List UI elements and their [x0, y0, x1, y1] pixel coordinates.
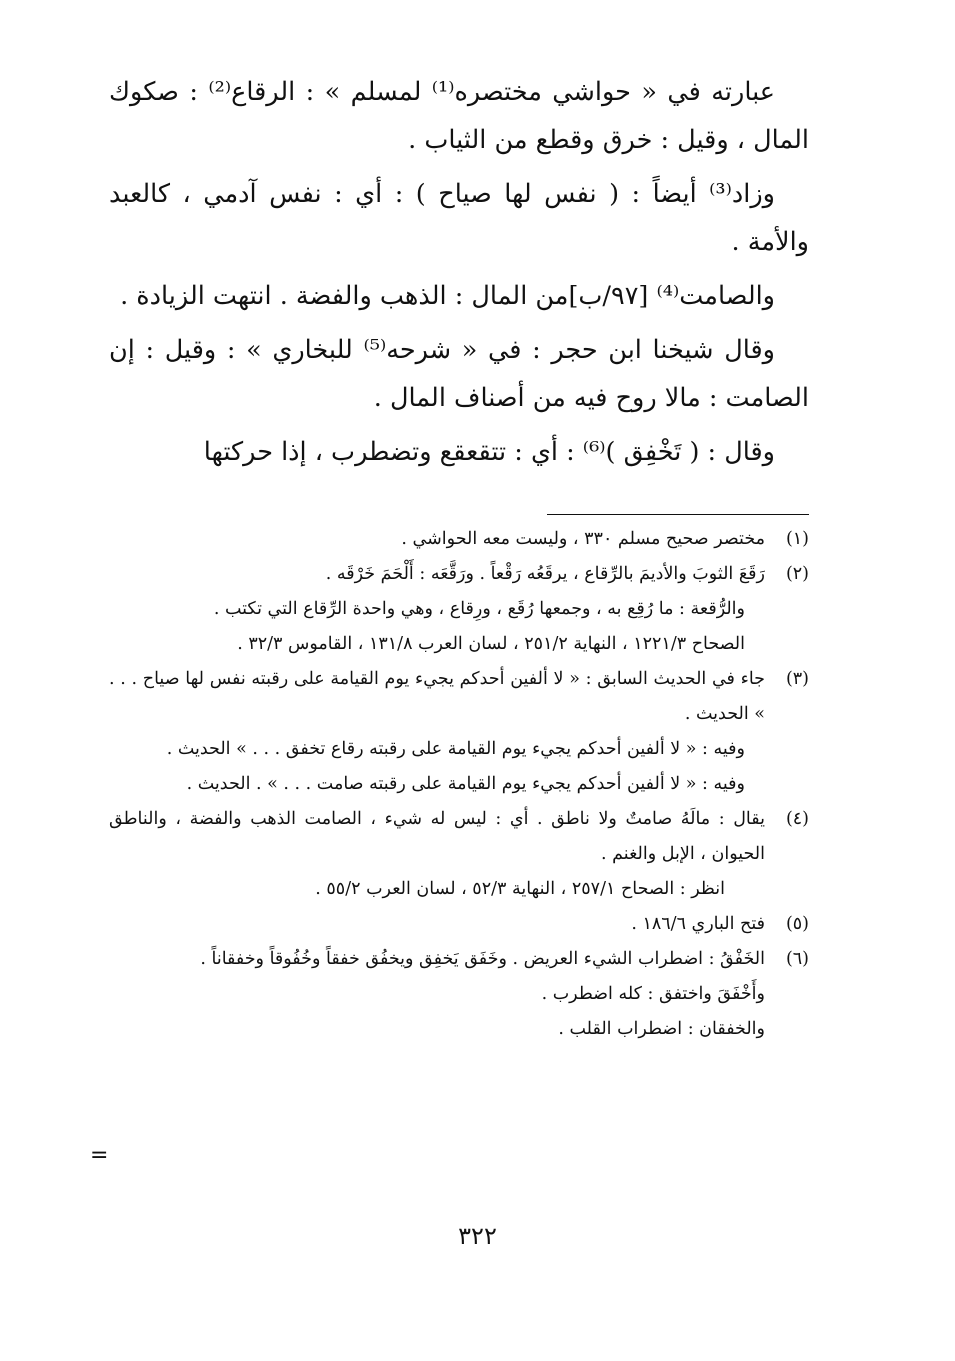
- footnotes: [109, 522, 809, 1047]
- footnote-number: (١): [785, 529, 809, 549]
- footnote-line: جاء في الحديث السابق : « لا ألفين أحدكم يجيء يوم القيامة على رقبته نفس لها صياح . . . » الحديث .: [109, 669, 765, 724]
- footnote-line: انظر : الصحاح ٢٥٧/١ ، النهاية ٥٢/٣ ، لسان العرب ٥٥/٢ .: [315, 879, 725, 899]
- footnote-line: الصحاح ١٢٢١/٣ ، النهاية ٢٥١/٢ ، لسان العرب ١٣١/٨ ، القاموس ٣٢/٣ .: [237, 634, 745, 654]
- footnote-line: الخَفْقُ : اضطراب الشيء العريض . وخَفَق يَخفِق ويخفُق خفقاً وخُفُوقاً وخفقاناً .: [200, 949, 765, 969]
- main-paragraph-2: وزاد⁽³⁾ أيضاً : ( نفس لها صياح ) : أي : نفس آدمي ، كالعبد والأمة .: [109, 179, 809, 257]
- footnote-6: [109, 942, 809, 1047]
- main-paragraph-3: والصامت⁽⁴⁾ [٩٧/ب]من المال : الذهب والفضة . انتهت الزيادة .: [120, 281, 775, 311]
- main-paragraph-4: وقال شيخنا ابن حجر : في « شرحه⁽⁵⁾ للبخاري » : وقيل : إن الصامت : مالا روح فيه من أصناف المال .: [109, 335, 809, 413]
- footnote-number: (٤): [785, 809, 809, 829]
- continuation-mark: =: [90, 1143, 109, 1168]
- footnote-1: [109, 522, 809, 557]
- footnote-4: [109, 802, 809, 907]
- footnote-line: فتح الباري ١٨٦/٦ .: [631, 914, 765, 934]
- footnote-line: وفيه : « لا ألفين أحدكم يجيء يوم القيامة على رقبته رقاع تخفق . . . » الحديث .: [166, 739, 745, 759]
- footnote-3: [109, 662, 809, 802]
- footnote-2: [109, 557, 809, 662]
- main-paragraph-1: عبارته في « حواشي مختصره⁽¹⁾ لمسلم » : الرقاع⁽²⁾ : صكوك المال ، وقيل : خرق وقطع من الثياب .: [109, 77, 809, 155]
- footnote-line: مختصر صحيح مسلم ٣٣٠ ، وليست معه الحواشي .: [401, 529, 765, 549]
- main-text: [109, 68, 809, 482]
- footnote-line: وأَخْفَقَ واختفق : كله اضطرب .: [541, 984, 765, 1004]
- main-paragraph-5: وقال : ( تَخْفِق )⁽⁶⁾ : أي : تتقعقع وتضطرب ، إذا حركتها: [203, 437, 775, 467]
- footnote-line: يقال : مالَهُ صامتٌ ولا ناطق . أي : ليس له شيء ، الصامت الذهب والفضة ، والناطق الحيوان ، الإبل والغنم .: [109, 809, 765, 864]
- footnote-separator: [547, 514, 809, 515]
- footnote-line: وفيه : « لا ألفين أحدكم يجيء يوم القيامة على رقبته صامت . . . » . الحديث .: [186, 774, 745, 794]
- footnote-number: (٣): [785, 669, 809, 689]
- page-number: ٣٢٢: [458, 1222, 497, 1250]
- footnote-5: [109, 907, 809, 942]
- footnote-number: (٦): [785, 949, 809, 969]
- footnote-number: (٢): [785, 564, 809, 584]
- footnote-number: (٥): [785, 914, 809, 934]
- footnote-line: والخفقان : اضطراب القلب .: [558, 1019, 765, 1039]
- footnote-line: رَقَعَ الثوبَ والأديمَ بالرِّقاع ، يرقَعُه رَقْعاً . ورَقَّعَه : أَلْحَمَ خَرْقَه .: [325, 564, 765, 584]
- footnote-line: والرُّقعة : ما رُقِع به ، وجمعها رُقَع ، ورِقاع ، وهي واحدة الرِّقاع التي تكتب .: [213, 599, 745, 619]
